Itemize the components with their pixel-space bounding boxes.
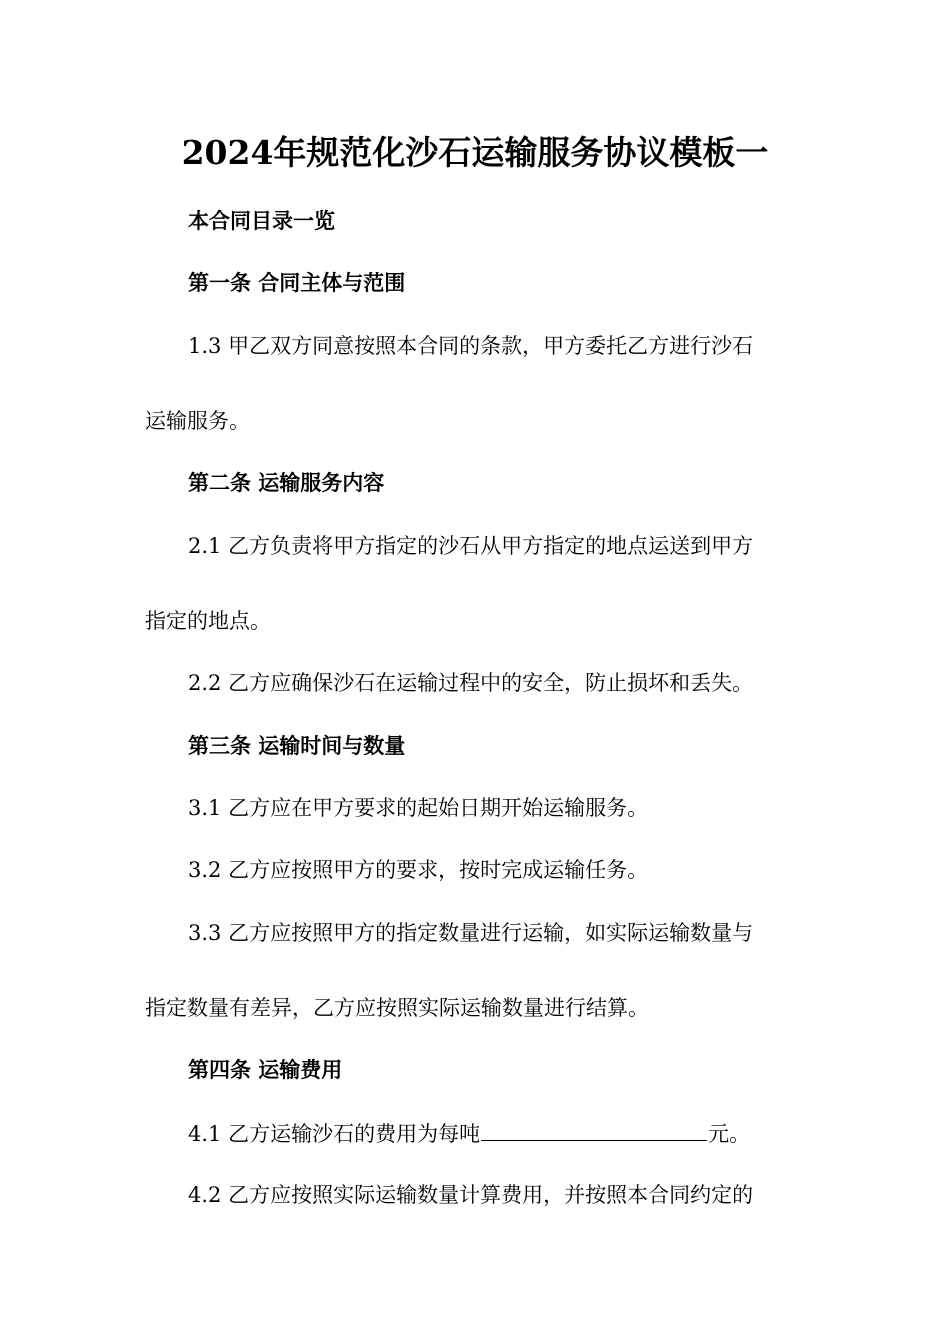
clause-3-1-line1: 3.1 乙方应在甲方要求的起始日期开始运输服务。 [188,796,649,820]
document-title: 2024年规范化沙石运输服务协议模板一 [181,133,769,172]
toc-heading: 本合同目录一览 [188,209,335,233]
clause-4-1-text: 4.1 乙方运输沙石的费用为每吨 [188,1122,481,1146]
article-2-heading: 第二条 运输服务内容 [188,471,385,495]
clause-2-2-line1: 2.2 乙方应确保沙石在运输过程中的安全，防止损坏和丢失。 [188,671,754,695]
clause-1-3-line1: 1.3 甲乙双方同意按照本合同的条款，甲方委托乙方进行沙石 [188,334,754,358]
clause-4-2-line1: 4.2 乙方应按照实际运输数量计算费用，并按照本合同约定的 [188,1183,754,1207]
article-4-heading: 第四条 运输费用 [188,1058,343,1082]
clause-4-1-unit: 元。 [708,1122,751,1146]
clause-1-3-line2: 运输服务。 [145,409,250,433]
clause-2-1-line1: 2.1 乙方负责将甲方指定的沙石从甲方指定的地点运送到甲方 [188,534,754,558]
fee-blank-field [481,1118,707,1141]
article-1-heading: 第一条 合同主体与范围 [188,271,406,295]
clause-4-1-line [188,1118,750,1149]
clause-2-1-line2: 指定的地点。 [145,609,271,633]
clause-3-2-line1: 3.2 乙方应按照甲方的要求，按时完成运输任务。 [188,858,649,882]
article-3-heading: 第三条 运输时间与数量 [188,734,406,758]
clause-3-3-line2: 指定数量有差异，乙方应按照实际运输数量进行结算。 [145,996,649,1020]
clause-3-3-line1: 3.3 乙方应按照甲方的指定数量进行运输，如实际运输数量与 [188,921,754,945]
